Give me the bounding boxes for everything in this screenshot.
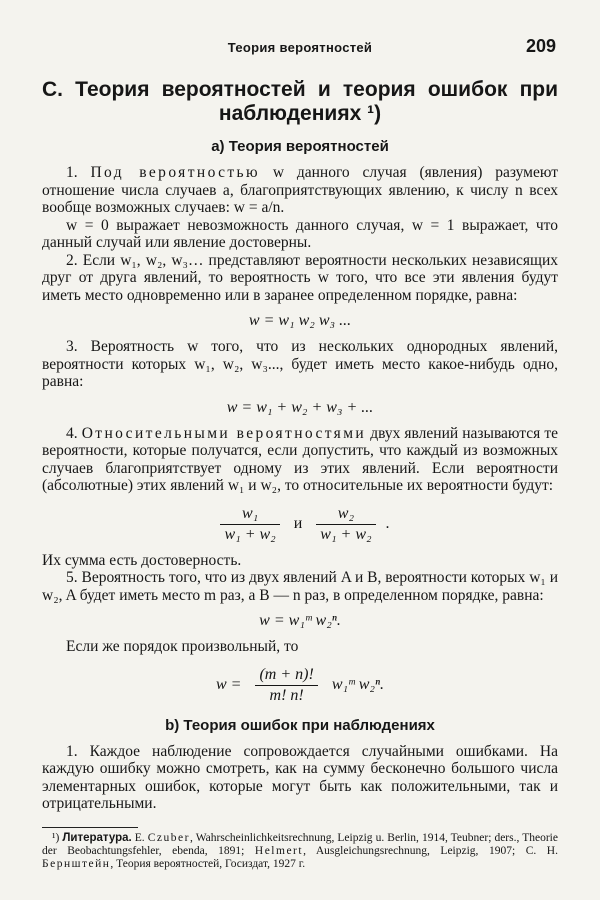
subsection-b-title: b) Теория ошибок при наблюдениях [165,716,435,734]
fraction-2 [316,505,375,544]
f2-right: w₁ᵐ w₂ⁿ. [331,675,384,693]
subsection-a-title: а) Теория вероятностей [211,138,389,155]
footnote-text-3: , Ausgleichungsrechnung, Leipzig, 1907; С. Н. [303,844,558,857]
footnote-marker: ¹) [52,831,63,844]
footnote-author-1: Czuber [147,831,190,844]
footnote-text-4: , Теория вероятностей, Госиздат, 1927 г. [110,857,306,870]
p1-spaced-term: Под вероятностью [90,164,261,181]
running-head [42,36,558,64]
f2-left: w = [216,675,242,693]
page [42,36,559,871]
p1-text: w данного случая (явления) разумеют отношение числа случаев a, благоприятствующих явлению, к числу n всех вообще возможных случаев: w = a/n. [42,164,559,216]
paragraph-b1: 1. Каждое наблюдение сопровождается случайными ошибками. На каждую ошибку можно смотреть, как на сумму бесконечно большого числа элементарных ошибок, которые могут быть как положительными, так и отрицательными. [42,742,558,812]
conjunction: и [293,514,303,532]
fraction-1 [220,505,279,544]
paragraph-1b: w = 0 выражает невозможность данного случая, w = 1 выражает, что данный случай или явление достоверны. [42,216,558,251]
fraction-2-numerator: w₂ [316,505,375,525]
footnote-text-2: , Wahrscheinlichkeitsrechnung, Leipzig u. Berlin, 1914, Teubner; ders., Theorie der Beobachtungsfehler, ebenda, 1891; [42,831,558,857]
formula-ordered: w = w₁ᵐ w₂ⁿ. [259,612,341,629]
running-head-title: Теория вероятностей [227,40,373,55]
paragraph-5: 5. Вероятность того, что из двух явлений A и B, вероятности которых w₁ и w₂, A будет иметь место m раз, а B — n раз, в определенном порядке, равна: [42,569,558,604]
paragraph-2: 2. Если w₁, w₂, w₃… представляют вероятности нескольких независящих друг от друга явлений, то вероятность w того, что все эти явления будут иметь место одновременно или в заранее определенном порядке, равна: [42,251,558,304]
paragraph-4 [42,425,558,495]
footnote-author-2: Helmert [254,844,304,857]
footnote [42,832,558,871]
fraction-1-numerator: w₁ [220,505,279,525]
section-title-line2: наблюдениях ¹) [218,102,382,125]
paragraph-5b: Если же порядок произвольный, то [66,638,299,655]
fraction-1-denominator: w₁ + w₂ [224,525,276,543]
footnote-text-1: E. [131,831,148,844]
p4-spaced-term: Относительными вероятностями [81,424,367,442]
p1-number: 1. [66,164,91,181]
formula-unordered [42,666,558,705]
fraction-factorial-denominator: m! n! [269,686,304,704]
section-title-line1: С. Теория вероятностей и теория ошибок при [42,78,558,101]
formula-product: w = w₁ w₂ w₃ ... [248,312,352,329]
p4-number: 4. [66,424,82,442]
formula-sum: w = w₁ + w₂ + w₃ + ... [226,398,374,416]
fraction-factorial-numerator: (m + n)! [255,666,317,686]
footnote-rule [42,827,138,828]
formula-relative [42,505,558,544]
paragraph-4b: Их сумма есть достоверность. [42,551,242,569]
fraction-period: . [385,514,390,532]
paragraph-1 [42,164,558,217]
footnote-author-3: Бернштейн [42,857,111,870]
section-title [42,78,558,126]
paragraph-3: 3. Вероятность w того, что из нескольких однородных явлений, вероятности которых w₁, w₂, w₃..., будет иметь место какое-нибудь одно, равна: [42,338,558,390]
fraction-2-denominator: w₁ + w₂ [320,525,372,543]
fraction-factorial [255,666,317,705]
footnote-label: Литература. [62,831,132,844]
p4-text: двух явлений называются те вероятности, которые получатся, если допустить, что каждый из возможных случаев благоприятствует одному из этих явлений. Если вероятности (абсолютные) этих явлений w₁ и w₂, то относительные их вероятности будут: [42,424,558,494]
page-number: 209 [525,36,556,56]
